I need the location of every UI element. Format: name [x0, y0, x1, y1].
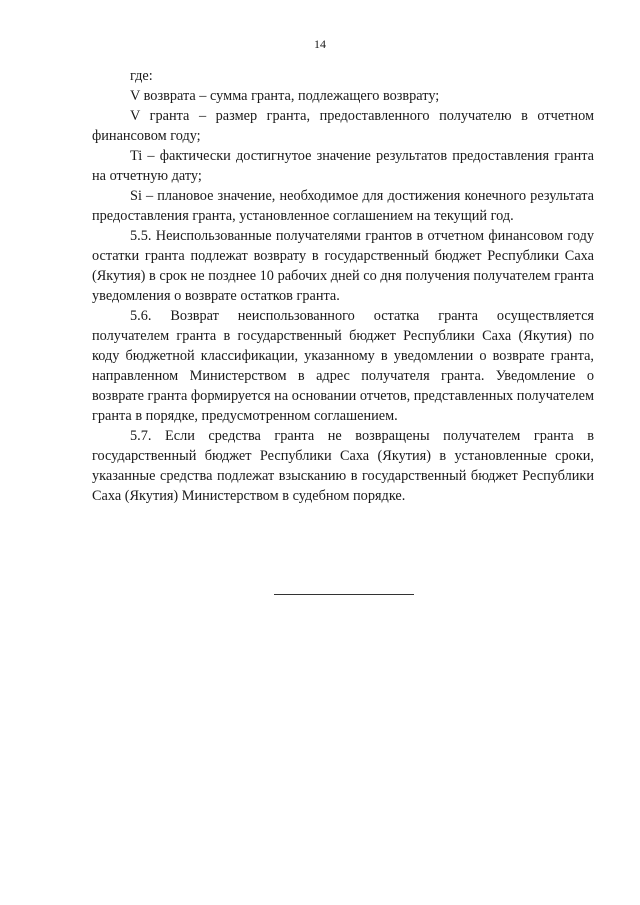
paragraph-clause-5-6: 5.6. Возврат неиспользованного остатка гранта осуществляется получателем гранта в государственный бюджет Республики Саха (Якутия) по коду бюджетной классификации, указанному в уведомлении о возврате гранта, направленном Министерством в адрес получателя гранта. Уведомление о возврате гранта формируется на основании отчетов, представленных получателем гранта в порядке, предусмотренном соглашением.	[92, 308, 594, 424]
paragraph-si-definition: Si – плановое значение, необходимое для достижения конечного результата предоставления гранта, установленное соглашением на текущий год.	[92, 188, 594, 224]
document-body	[92, 66, 594, 506]
paragraph-v-return-definition: V возврата – сумма гранта, подлежащего возврату;	[130, 88, 440, 104]
paragraph-ti-definition: Ti – фактически достигнутое значение результатов предоставления гранта на отчетную дату;	[92, 148, 594, 184]
end-divider-line	[274, 594, 414, 595]
paragraph-clause-5-5: 5.5. Неиспользованные получателями грантов в отчетном финансовом году остатки гранта подлежат возврату в государственный бюджет Республики Саха (Якутия) в срок не позднее 10 рабочих дней со дня получения получателем гранта уведомления о возврате остатков гранта.	[92, 228, 594, 304]
paragraph-v-grant-definition: V гранта – размер гранта, предоставленного получателю в отчетном финансовом году;	[92, 108, 594, 144]
paragraph-clause-5-7: 5.7. Если средства гранта не возвращены получателем гранта в государственный бюджет Республики Саха (Якутия) в установленные сроки, указанные средства подлежат взысканию в государственный бюджет Республики Саха (Якутия) Министерством в судебном порядке.	[92, 428, 594, 504]
page-number: 14	[314, 37, 326, 51]
paragraph-where-intro: где:	[130, 68, 153, 84]
